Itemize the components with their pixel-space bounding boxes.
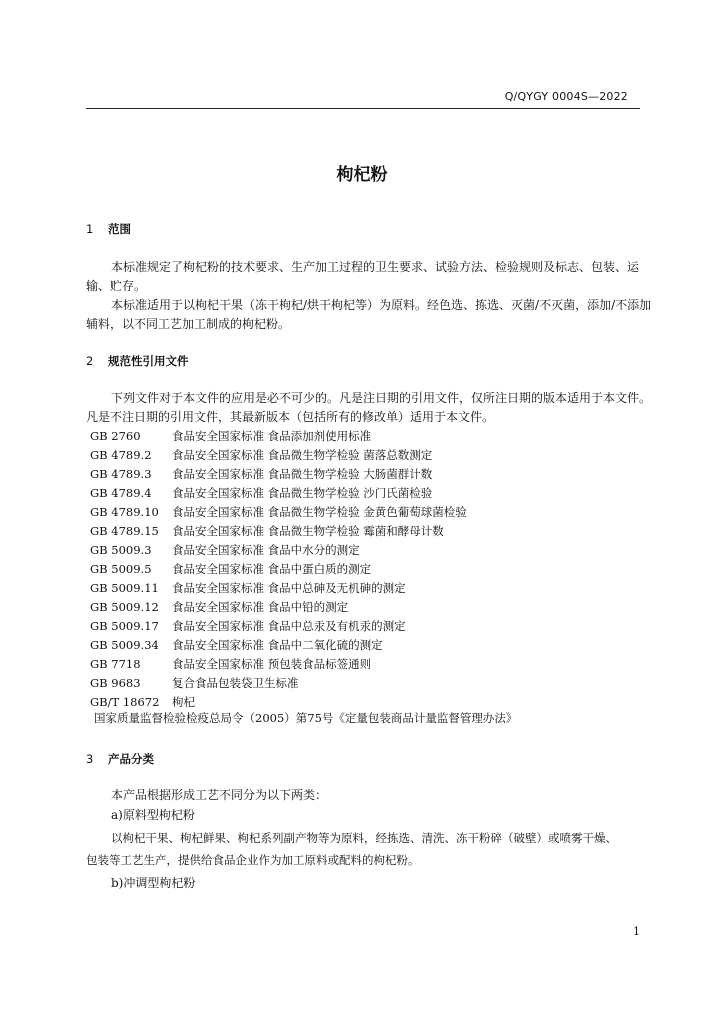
reference-title: 食品安全国家标准 预包装食品标签通则: [172, 657, 372, 671]
section-2-intro: [86, 389, 658, 427]
reference-item: [90, 674, 660, 693]
reference-title: 食品安全国家标准 食品微生物学检验 沙门氏菌检验: [172, 486, 433, 500]
section-3-heading: [86, 751, 154, 767]
reference-item: [90, 598, 660, 617]
reference-title: 食品安全国家标准 食品中铅的测定: [172, 600, 349, 614]
document-code: Q/QYGY 0004S—2022: [504, 90, 628, 103]
section-2-title: 规范性引用文件: [108, 354, 189, 368]
reference-code: GB 5009.5: [90, 562, 152, 576]
reference-item: [90, 560, 660, 579]
reference-code: GB 5009.11: [90, 581, 159, 595]
reference-title: 枸杞: [172, 695, 195, 709]
section-1-heading: [86, 221, 131, 237]
reference-code: GB 4789.10: [90, 505, 159, 519]
reference-title: 食品安全国家标准 食品中二氧化硫的测定: [172, 638, 383, 652]
classification-item-a: a)原料型枸杞粉: [111, 808, 195, 822]
reference-item: [90, 522, 660, 541]
reference-code: GB 4789.2: [90, 448, 152, 462]
reference-code: GB 5009.17: [90, 619, 159, 633]
reference-item: [90, 636, 660, 655]
section-1-title: 范围: [108, 222, 132, 236]
reference-title: 食品安全国家标准 食品中水分的测定: [172, 543, 360, 557]
reference-code: GB 5009.34: [90, 638, 159, 652]
reference-title: 食品安全国家标准 食品添加剂使用标准: [172, 429, 372, 443]
reference-item: [90, 541, 660, 560]
reference-title: 食品安全国家标准 食品微生物学检验 菌落总数测定: [172, 448, 433, 462]
reference-code: GB 4789.3: [90, 467, 152, 481]
reference-item: [90, 484, 660, 503]
reference-code: GB 5009.12: [90, 600, 159, 614]
reference-title: 食品安全国家标准 食品微生物学检验 金黄色葡萄球菌检验: [172, 505, 467, 519]
section-3-title: 产品分类: [108, 752, 155, 766]
reference-code: GB 5009.3: [90, 543, 152, 557]
classification-item-a-description-line-1: 以枸杞干果、枸杞鲜果、枸杞系列副产物等为原料，经拣选、清洗、冻干粉碎（破壁）或喷雾干燥、: [111, 831, 617, 845]
reference-code: GB 4789.15: [90, 524, 159, 538]
header-rule: [86, 108, 640, 109]
section-2-number: 2: [86, 354, 94, 368]
reference-code: GB 7718: [90, 657, 141, 671]
reference-title: 复合食品包装袋卫生标准: [172, 676, 299, 690]
section-1-paragraph-1: [86, 258, 658, 296]
reference-list: [90, 427, 660, 712]
reference-title: 食品安全国家标准 食品微生物学检验 霉菌和酵母计数: [172, 524, 444, 538]
reference-title: 食品安全国家标准 食品中蛋白质的测定: [172, 562, 372, 576]
reference-regulation: 国家质量监督检验检疫总局令（2005）第75号《定量包装商品计量监督管理办法》: [94, 711, 518, 725]
reference-code: GB 4789.4: [90, 486, 152, 500]
reference-item: [90, 465, 660, 484]
section-1-paragraph-1-text: 本标准规定了枸杞粉的技术要求、生产加工过程的卫生要求、试验方法、检验规则及标志、包装、运输、贮存。: [86, 260, 640, 293]
page-number: 1: [633, 925, 640, 938]
reference-title: 食品安全国家标准 食品中总砷及无机砷的测定: [172, 581, 406, 595]
reference-code: GB 2760: [90, 429, 141, 443]
reference-item: [90, 579, 660, 598]
classification-item-b: b)冲调型枸杞粉: [111, 876, 196, 890]
section-2-heading: [86, 353, 189, 369]
reference-title: 食品安全国家标准 食品微生物学检验 大肠菌群计数: [172, 467, 433, 481]
section-1-number: 1: [86, 222, 94, 236]
reference-item: [90, 655, 660, 674]
section-3-number: 3: [86, 752, 94, 766]
section-1-paragraph-2-text: 本标准适用于以枸杞干果（冻干枸杞/烘干枸杞等）为原料。经色选、拣选、灭菌/不灭菌，添加/不添加辅料，以不同工艺加工制成的枸杞粉。: [86, 298, 652, 331]
page-title: 枸杞粉: [336, 165, 388, 185]
reference-code: GB 9683: [90, 676, 141, 690]
reference-code: GB/T 18672: [90, 695, 160, 709]
reference-item: [90, 446, 660, 465]
section-3-intro: 本产品根据形成工艺不同分为以下两类：: [111, 788, 328, 802]
reference-title: 食品安全国家标准 食品中总汞及有机汞的测定: [172, 619, 406, 633]
section-1-paragraph-2: [86, 296, 658, 334]
section-2-intro-text: 下列文件对于本文件的应用是必不可少的。凡是注日期的引用文件，仅所注日期的版本适用于本文件。凡是不注日期的引用文件，其最新版本（包括所有的修改单）适用于本文件。: [86, 391, 652, 424]
reference-item: [90, 503, 660, 522]
reference-item: [90, 427, 660, 446]
reference-item: [90, 617, 660, 636]
classification-item-a-description-line-2: 包装等工艺生产，提供给食品企业作为加工原料或配料的枸杞粉。: [86, 853, 420, 867]
